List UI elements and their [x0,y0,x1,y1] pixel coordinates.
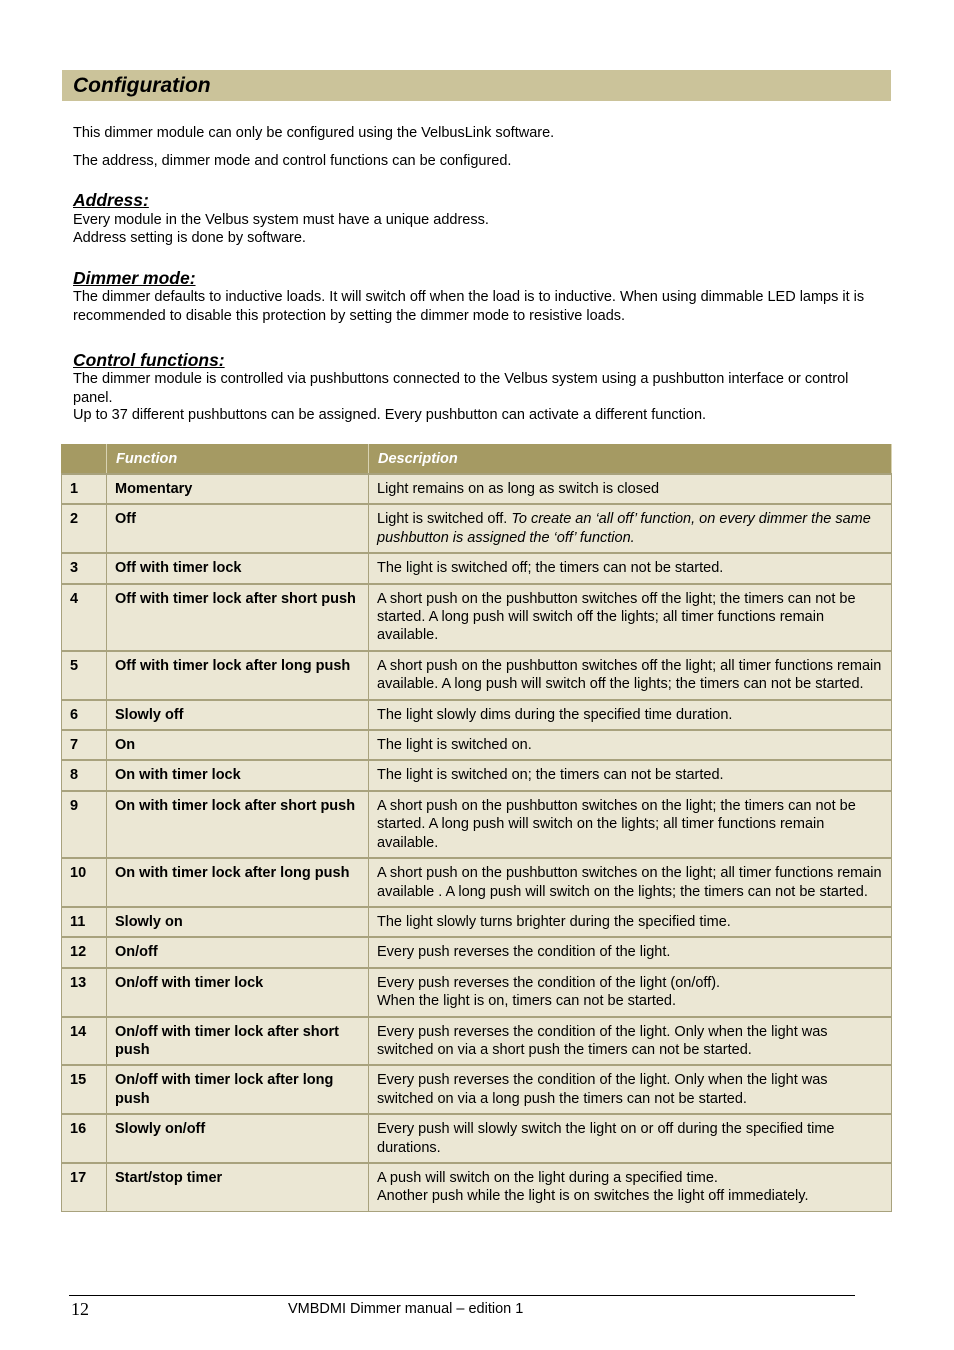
description-text: Every push reverses the condition of the light. Only when the light was switched on via a long push the timers can not be started. [377,1072,828,1107]
table-row [62,474,892,504]
row-description [369,700,892,730]
address-title: Address: [73,190,149,210]
row-description [369,858,892,907]
table-row [62,700,892,730]
table-row [62,504,892,553]
dimmer-mode-text: The dimmer defaults to inductive loads. It will switch off when the load is to inductive. When using dimmable LED lamps it is recommended to disable this protection by setting the dimmer mode to resistive loads. [73,289,865,324]
row-description [369,474,892,504]
row-function: On with timer lock after short push [107,791,369,858]
table-row [62,1163,892,1211]
row-number: 7 [62,730,107,760]
header-description: Description [369,444,892,474]
description-text: The light slowly dims during the specified time duration. [377,706,733,723]
row-number: 2 [62,504,107,553]
row-number: 13 [62,968,107,1017]
row-function: Slowly off [107,700,369,730]
description-text: Every push reverses the condition of the light. [377,944,671,961]
row-function: Off with timer lock after long push [107,651,369,700]
dimmer-mode-title: Dimmer mode: [73,268,196,288]
description-text: The light is switched off; the timers can not be started. [377,560,724,577]
row-function: Slowly on [107,907,369,937]
table-row [62,858,892,907]
table-row [62,907,892,937]
row-number: 8 [62,760,107,790]
row-description [369,584,892,651]
row-number: 10 [62,858,107,907]
control-functions-line-2: Up to 37 different pushbuttons can be assigned. Every pushbutton can activate a different function. [73,407,707,423]
row-function: On with timer lock after long push [107,858,369,907]
address-line-1: Every module in the Velbus system must have a unique address. [73,212,489,228]
row-description [369,791,892,858]
row-function: On/off with timer lock after short push [107,1017,369,1066]
row-function: Slowly on/off [107,1114,369,1163]
functions-table [61,444,892,1212]
row-function: Off with timer lock after short push [107,584,369,651]
intro-line-2: The address, dimmer mode and control functions can be configured. [73,153,512,169]
row-number: 12 [62,937,107,967]
row-description [369,651,892,700]
row-number: 9 [62,791,107,858]
table-row [62,553,892,583]
description-text: Every push reverses the condition of the light. Only when the light was switched on via a short push the timers can not be started. [377,1023,828,1058]
table-row [62,1065,892,1114]
table-row [62,968,892,1017]
description-note: To create an ‘all off’ function, on every dimmer the same pushbutton is assigned the ‘off’ function. [377,511,871,546]
control-functions-line-1: The dimmer module is controlled via pushbuttons connected to the Velbus system using a pushbutton interface or control panel. [73,371,849,406]
description-text: A short push on the pushbutton switches on the light; the timers can not be started. A long push will switch on the lights; all timer functions remain available. [377,797,856,851]
section-title: Configuration [73,74,211,97]
row-number: 15 [62,1065,107,1114]
table-row [62,937,892,967]
control-functions-title: Control functions: [73,350,225,370]
row-number: 1 [62,474,107,504]
row-function: Momentary [107,474,369,504]
intro-line-1: This dimmer module can only be configured using the VelbusLink software. [73,125,555,141]
table-row [62,1017,892,1066]
description-text: Light remains on as long as switch is closed [377,481,660,497]
description-text: Every push reverses the condition of the light (on/off). When the light is on, timers can not be started. [377,974,721,1010]
row-function: On/off with timer lock [107,968,369,1017]
row-number: 3 [62,553,107,583]
row-description [369,1017,892,1066]
address-line-2: Address setting is done by software. [73,230,306,246]
footer-text: VMBDMI Dimmer manual – edition 1 [288,1301,524,1317]
description-text: The light is switched on. [377,737,532,754]
description-text: Light is switched off. [377,511,512,528]
row-number: 4 [62,584,107,651]
row-description [369,553,892,583]
table-row [62,760,892,790]
footer-rule [69,1295,855,1296]
row-number: 11 [62,907,107,937]
page-number: 12 [71,1299,89,1319]
row-function: On/off with timer lock after long push [107,1065,369,1114]
row-function: On with timer lock [107,760,369,790]
row-function: On/off [107,937,369,967]
row-function: On [107,730,369,760]
section-heading-bar [62,70,891,101]
row-description [369,968,892,1017]
row-description [369,1163,892,1211]
description-text: A short push on the pushbutton switches on the light; all timer functions remain available . A long push will switch on the lights; the timers can not be started. [377,865,882,900]
description-text: A short push on the pushbutton switches off the light; all timer functions remain available. A long push will switch off the lights; the timers can not be started. [377,657,882,693]
row-function: Off with timer lock [107,553,369,583]
table-row [62,651,892,700]
row-number: 16 [62,1114,107,1163]
description-text: A short push on the pushbutton switches off the light; the timers can not be started. A long push will switch off the lights; all timer functions remain available. [377,590,856,644]
row-description [369,1114,892,1163]
row-function: Off [107,504,369,553]
row-number: 6 [62,700,107,730]
row-description [369,730,892,760]
row-number: 17 [62,1163,107,1211]
table-header-row [62,444,892,474]
description-text: A push will switch on the light during a specified time. Another push while the light is on switches the light off immediately. [377,1169,809,1205]
row-description [369,1065,892,1114]
header-number [62,444,107,474]
table-row [62,730,892,760]
row-number: 14 [62,1017,107,1066]
row-description [369,504,892,553]
description-text: Every push will slowly switch the light on or off during the specified time durations. [377,1121,835,1156]
row-description [369,907,892,937]
header-function: Function [107,444,369,474]
row-number: 5 [62,651,107,700]
description-text: The light is switched on; the timers can not be started. [377,767,724,784]
row-function: Start/stop timer [107,1163,369,1211]
row-description [369,937,892,967]
table-row [62,791,892,858]
table-row [62,584,892,651]
row-description [369,760,892,790]
table-row [62,1114,892,1163]
description-text: The light slowly turns brighter during the specified time. [377,913,731,930]
